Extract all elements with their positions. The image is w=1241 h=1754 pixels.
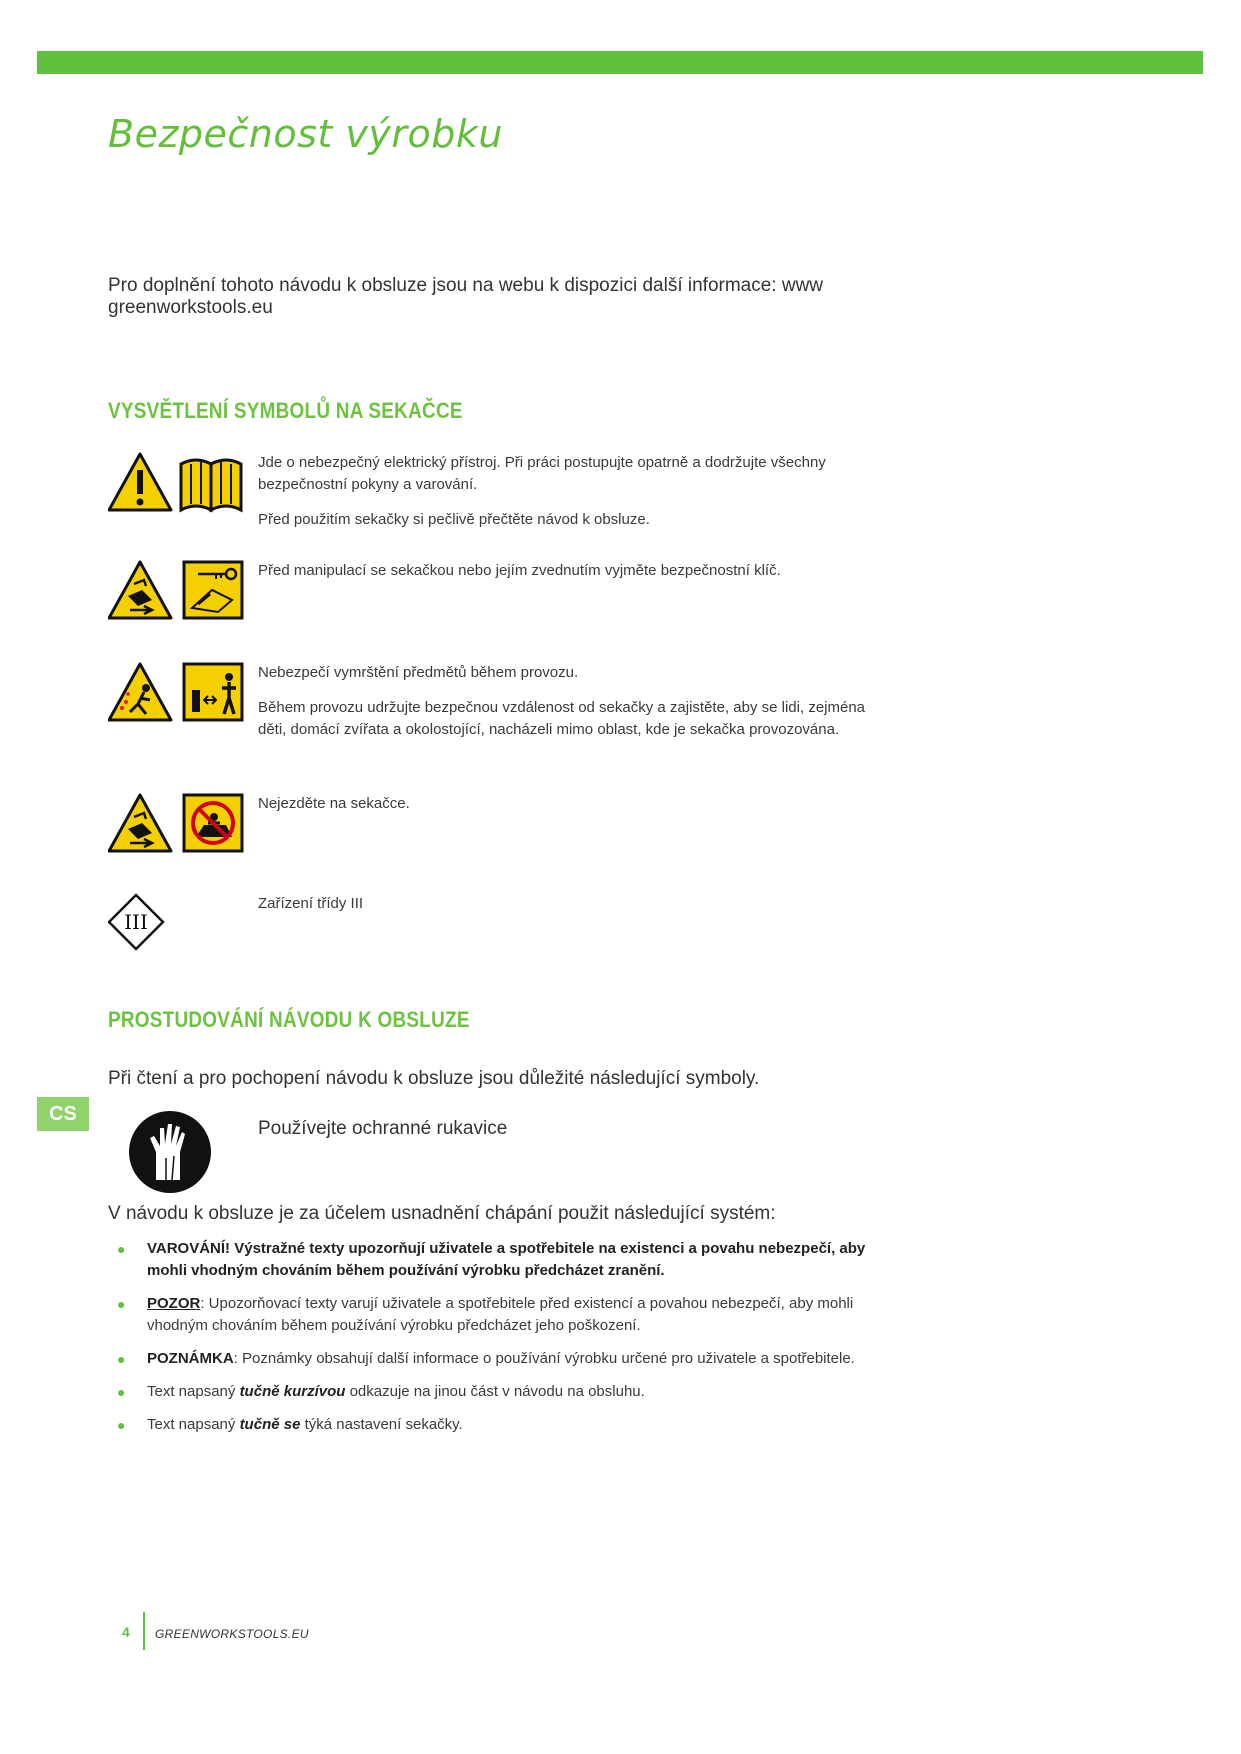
bold-italic-emph: tučně kurzívou [239, 1383, 346, 1400]
list-item-bold-italic [108, 1381, 908, 1403]
gloves-text: Používejte ochranné rukavice [258, 1118, 508, 1139]
system-intro-text: V návodu k obsluze je za účelem usnadnění chápání použit následující systém: [108, 1203, 776, 1224]
bullet-icon: ● [117, 1351, 126, 1367]
symbol-row-4-text-1: Nejezděte na sekačce. [258, 795, 410, 812]
remove-safety-key-icon [184, 562, 242, 618]
bullet-icon: ● [117, 1417, 126, 1433]
gloves-row [108, 1108, 908, 1198]
warning-triangle-icon [109, 454, 171, 510]
note-text: : Poznámky obsahují další informace o používání výrobku určené pro uživatele a spotřebitele. [233, 1350, 855, 1367]
note-label: POZNÁMKA [147, 1350, 234, 1367]
notes-list [108, 1238, 908, 1447]
symbol-row-2 [108, 560, 908, 640]
symbol-row-5-text-1: Zařízení třídy III [258, 895, 364, 912]
protective-gloves-icon [129, 1111, 211, 1193]
blade-hazard-icon [109, 562, 171, 618]
bullet-icon: ● [117, 1384, 126, 1400]
bold-italic-post: odkazuje na jinou část v návodu na obsluhu. [345, 1383, 645, 1400]
symbol-row-5 [108, 893, 908, 963]
class-iii-device-icon [109, 895, 163, 949]
caution-text: : Upozorňovací texty varují uživatele a spotřebitele před existencí a povahou nebezpečí, aby mohli vhodným chováním během používání výrobku předcházet jeho poškození. [147, 1295, 854, 1334]
bold-pre: Text napsaný [147, 1416, 240, 1433]
bold-post: týká nastavení sekačky. [300, 1416, 463, 1433]
blade-hazard-icon [109, 795, 171, 851]
bullet-icon: ● [117, 1296, 126, 1312]
footer-site-link[interactable]: GREENWORKSTOOLS.EU [155, 1627, 309, 1641]
footer-divider [143, 1612, 145, 1650]
caution-label: POZOR [147, 1295, 201, 1312]
read-manual-icon [181, 460, 241, 510]
symbol-row-3 [108, 662, 908, 772]
list-item-bold [108, 1414, 908, 1436]
manual-intro-text: Při čtení a pro pochopení návodu k obsluze jsou důležité následující symboly. [108, 1068, 760, 1089]
top-accent-bar [37, 51, 1203, 74]
no-riding-icon [184, 795, 242, 851]
symbol-row-1 [108, 452, 908, 547]
thrown-objects-hazard-icon [109, 664, 171, 720]
language-tab: CS [37, 1097, 89, 1131]
list-item-warning [108, 1238, 908, 1282]
warning-text: Výstražné texty upozorňují uživatele a spotřebitele na existenci a povahu nebezpečí, aby mohli vhodným chováním během používání výrobku předcházet zranění. [147, 1240, 866, 1279]
list-item-caution [108, 1293, 908, 1337]
bold-italic-pre: Text napsaný [147, 1383, 240, 1400]
page-number: 4 [122, 1624, 130, 1640]
symbol-row-3-text-2: Během provozu udržujte bezpečnou vzdálenost od sekačky a zajistěte, aby se lidi, zejména děti, domácí zvířata a okolostojící, nacházeli mimo oblast, kde je sekačka provozována. [258, 699, 866, 738]
page-title: Bezpečnost výrobku [108, 112, 503, 156]
symbol-row-4 [108, 793, 908, 873]
symbol-row-2-text-1: Před manipulací se sekačkou nebo jejím zvednutím vyjměte bezpečnostní klíč. [258, 562, 781, 579]
intro-text: Pro doplnění tohoto návodu k obsluze jsou na webu k dispozici další informace: www greenworkstools.eu [108, 275, 824, 318]
symbols-section-heading: VYSVĚTLENÍ SYMBOLŮ NA SEKAČCE [108, 398, 463, 423]
warning-label: VAROVÁNÍ! [147, 1240, 231, 1257]
symbol-row-1-text-2: Před použitím sekačky si pečlivě přečtěte návod k obsluze. [258, 511, 650, 528]
symbol-row-3-text-1: Nebezpečí vymrštění předmětů během provozu. [258, 664, 579, 681]
manual-section-heading: PROSTUDOVÁNÍ NÁVODU K OBSLUZE [108, 1007, 470, 1032]
bullet-icon: ● [117, 1241, 126, 1257]
keep-bystanders-away-icon [184, 664, 242, 720]
symbol-row-1-text-1: Jde o nebezpečný elektrický přístroj. Při práci postupujte opatrně a dodržujte všechny bezpečnostní pokyny a varování. [258, 454, 826, 493]
svg-text:III: III [124, 910, 148, 934]
bold-emph: tučně se [239, 1416, 301, 1433]
list-item-note [108, 1348, 908, 1370]
